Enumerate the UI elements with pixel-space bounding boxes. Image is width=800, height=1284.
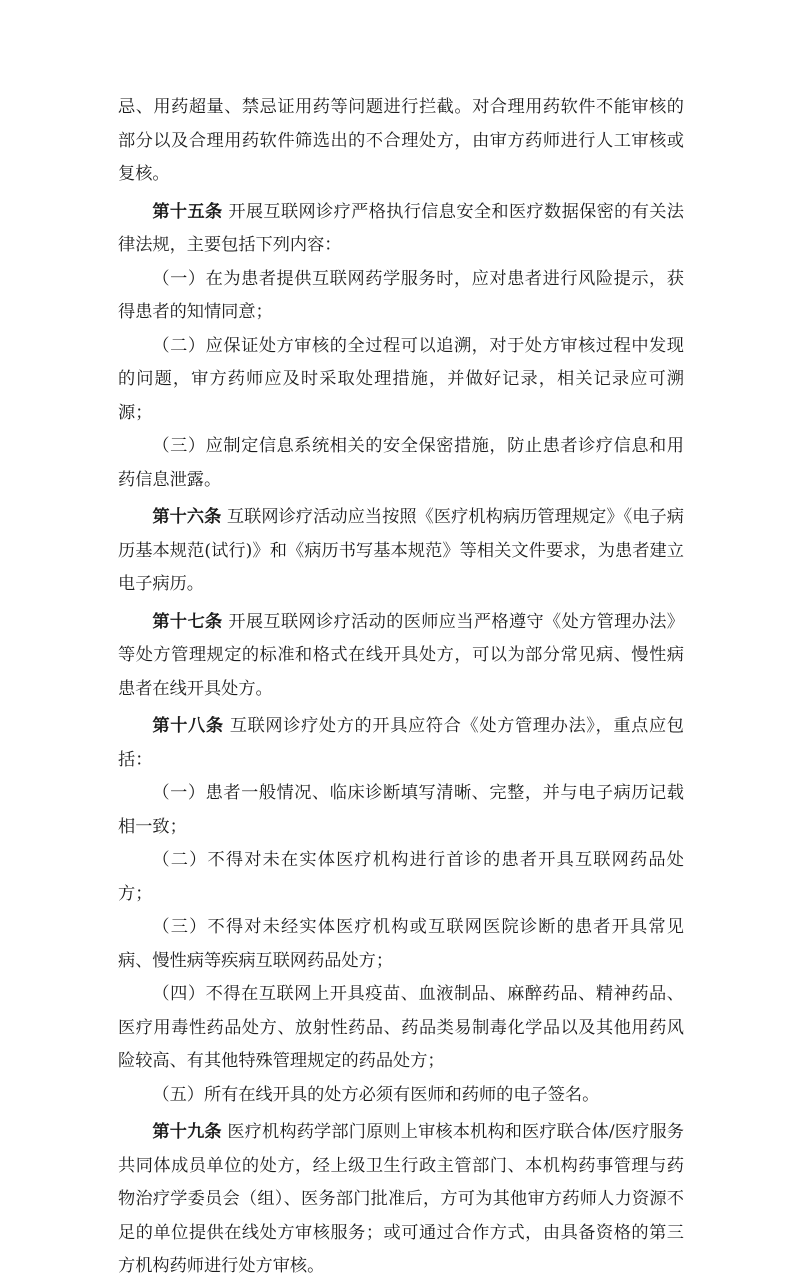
- paragraph-text: 互联网诊疗处方的开具应符合《处方管理办法》，重点应包括：: [118, 716, 684, 770]
- paragraph-text: （三）不得对未经实体医疗机构或互联网医院诊断的患者开具常见病、慢性病等疾病互联网药品处方；: [118, 917, 684, 971]
- list-item: [118, 978, 684, 1079]
- article-heading: 第十七条: [152, 611, 223, 632]
- paragraph-text: 开展互联网诊疗严格执行信息安全和医疗数据保密的有关法律法规，主要包括下列内容：: [118, 201, 684, 255]
- list-item: [118, 844, 684, 911]
- article-18: [118, 710, 684, 777]
- article-19: [118, 1116, 684, 1284]
- paragraph-text: 忌、用药超量、禁忌证用药等问题进行拦截。对合理用药软件不能审核的部分以及合理用药软件筛选出的不合理处方，由审方药师进行人工审核或复核。: [118, 97, 684, 184]
- paragraph-text: 医疗机构药学部门原则上审核本机构和医疗联合体/医疗服务共同体成员单位的处方，经上级卫生行政主管部门、本机构药事管理与药物治疗学委员会（组）、医务部门批准后，方可为其他审方药师人力资源不足的单位提供在线处方审核服务；或可通过合作方式，由具备资格的第三方机构药师进行处方审核。: [118, 1122, 684, 1276]
- list-item: [118, 430, 684, 497]
- paragraph-text: （一）在为患者提供互联网药学服务时，应对患者进行风险提示，获得患者的知情同意；: [118, 268, 684, 322]
- article-15: [118, 196, 684, 263]
- paragraph-text: 开展互联网诊疗活动的医师应当严格遵守《处方管理办法》等处方管理规定的标准和格式在线开具处方，可以为部分常见病、慢性病患者在线开具处方。: [118, 611, 684, 699]
- paragraph-text: （五）所有在线开具的处方必须有医师和药师的电子签名。: [152, 1084, 600, 1105]
- paragraph-text: （三）应制定信息系统相关的安全保密措施，防止患者诊疗信息和用药信息泄露。: [118, 436, 684, 490]
- paragraph-text: （四）不得在互联网上开具疫苗、血液制品、麻醉药品、精神药品、医疗用毒性药品处方、放射性药品、药品类易制毒化学品以及其他用药风险较高、有其他特殊管理规定的药品处方；: [118, 984, 684, 1071]
- paragraph-text: （二）应保证处方审核的全过程可以追溯，对于处方审核过程中发现的问题，审方药师应及时采取处理措施，并做好记录，相关记录应可溯源；: [118, 335, 684, 423]
- article-heading: 第十八条: [152, 716, 224, 736]
- paragraph-text: （一）患者一般情况、临床诊断填写清晰、完整，并与电子病历记载相一致；: [118, 783, 684, 837]
- list-item: [118, 263, 684, 330]
- document-page: [118, 91, 684, 1284]
- list-item: [118, 330, 684, 431]
- article-heading: 第十九条: [152, 1122, 222, 1142]
- paragraph-continuation: [118, 91, 684, 192]
- list-item: [118, 911, 684, 978]
- paragraph-text: （二）不得对未在实体医疗机构进行首诊的患者开具互联网药品处方；: [118, 850, 684, 904]
- list-item: [118, 1079, 684, 1113]
- article-heading: 第十五条: [152, 201, 223, 222]
- list-item: [118, 777, 684, 844]
- article-heading: 第十六条: [152, 507, 222, 527]
- article-16: [118, 501, 684, 602]
- article-17: [118, 606, 684, 707]
- paragraph-text: 互联网诊疗活动应当按照《医疗机构病历管理规定》《电子病历基本规范(试行)》和《病历书写基本规范》等相关文件要求，为患者建立电子病历。: [118, 507, 684, 594]
